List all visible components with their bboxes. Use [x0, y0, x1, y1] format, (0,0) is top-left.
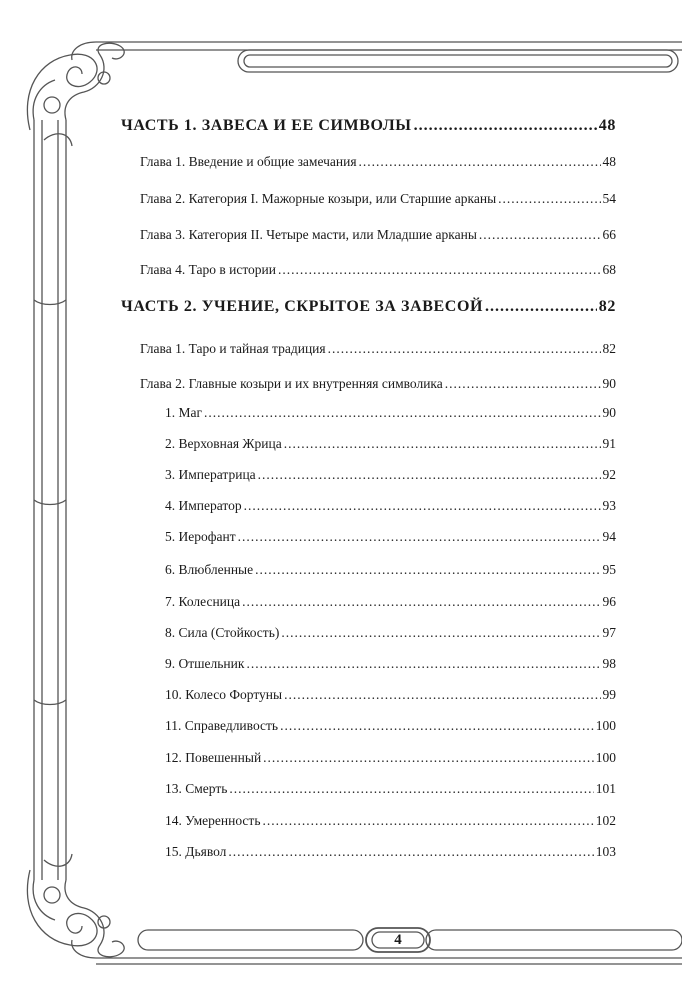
toc-part-1[interactable]: [121, 117, 616, 135]
toc-leader-dots: [244, 498, 601, 514]
toc-leader-dots: [278, 262, 601, 278]
toc-part-title: ЧАСТЬ 1. ЗАВЕСА И ЕЕ СИМВОЛЫ: [121, 117, 412, 134]
toc-page-number: 82: [602, 341, 616, 356]
toc-page-number: 100: [595, 750, 616, 765]
toc-subentry-title: 11. Справедливость: [165, 718, 279, 733]
toc-page-number: 93: [602, 498, 616, 513]
toc-page-number: 48: [602, 154, 616, 169]
toc-part-2[interactable]: [121, 298, 616, 316]
toc-leader-dots: [328, 341, 601, 357]
toc-leader-dots: [485, 298, 597, 316]
toc-page-number: 99: [602, 687, 616, 702]
toc-chapter-title: Глава 3. Категория II. Четыре масти, или Младшие арканы: [140, 227, 477, 242]
toc-leader-dots: [284, 436, 601, 452]
toc-page-number: 66: [602, 227, 616, 242]
toc-subentry-title: 4. Император: [165, 498, 242, 513]
toc-page-number: 48: [598, 117, 616, 134]
toc-page-number: 68: [602, 262, 616, 277]
toc-page-number: 100: [595, 718, 616, 733]
toc-subentry[interactable]: [165, 436, 616, 452]
toc-leader-dots: [498, 191, 600, 207]
toc-page-number: 96: [602, 594, 616, 609]
toc-page-number: 103: [595, 844, 616, 859]
toc-subentry-title: 3. Императрица: [165, 467, 256, 482]
toc-leader-dots: [414, 117, 597, 135]
toc-subentry-title: 5. Иерофант: [165, 529, 236, 544]
toc-chapter[interactable]: [140, 227, 616, 243]
toc-leader-dots: [228, 844, 593, 860]
toc-subentry[interactable]: [165, 405, 616, 421]
toc-subentry-title: 8. Сила (Стойкость): [165, 625, 280, 640]
toc-page-number: 90: [602, 405, 616, 420]
toc-subentry[interactable]: [165, 750, 616, 766]
toc-leader-dots: [262, 813, 593, 829]
toc-chapter-title: Глава 1. Таро и тайная традиция: [140, 341, 326, 356]
toc-chapter-title: Глава 4. Таро в истории: [140, 262, 276, 277]
toc-page-number: 94: [602, 529, 616, 544]
toc-chapter-title: Глава 2. Главные козыри и их внутренняя символика: [140, 376, 443, 391]
toc-leader-dots: [246, 656, 600, 672]
toc-subentry-title: 9. Отшельник: [165, 656, 245, 671]
toc-leader-dots: [263, 750, 594, 766]
toc-leader-dots: [242, 594, 600, 610]
toc-leader-dots: [258, 467, 601, 483]
toc-page-number: 97: [602, 625, 616, 640]
toc-page-number: 102: [595, 813, 616, 828]
toc-chapter-title: Глава 2. Категория I. Мажорные козыри, или Старшие арканы: [140, 191, 497, 206]
toc-chapter[interactable]: [140, 341, 616, 357]
toc-page-number: 82: [598, 298, 616, 315]
toc-leader-dots: [281, 625, 600, 641]
toc-page-number: 98: [602, 656, 616, 671]
toc-chapter[interactable]: [140, 262, 616, 278]
toc-page-number: 90: [602, 376, 616, 391]
toc-subentry-title: 13. Смерть: [165, 781, 228, 796]
toc-leader-dots: [255, 562, 600, 578]
toc-subentry-title: 2. Верховная Жрица: [165, 436, 282, 451]
toc-subentry[interactable]: [165, 844, 616, 860]
toc-leader-dots: [229, 781, 593, 797]
page-number: 4: [394, 932, 402, 948]
toc-part-title: ЧАСТЬ 2. УЧЕНИЕ, СКРЫТОЕ ЗА ЗАВЕСОЙ: [121, 298, 484, 315]
toc-leader-dots: [204, 405, 600, 421]
toc-subentry[interactable]: [165, 498, 616, 514]
toc-leader-dots: [280, 718, 594, 734]
toc-leader-dots: [359, 154, 601, 170]
toc-subentry[interactable]: [165, 687, 616, 703]
toc-subentry[interactable]: [165, 594, 616, 610]
toc-chapter[interactable]: [140, 191, 616, 207]
toc-page-number: 101: [595, 781, 616, 796]
toc-leader-dots: [445, 376, 601, 392]
toc-subentry-title: 15. Дьявол: [165, 844, 227, 859]
toc-chapter[interactable]: [140, 154, 616, 170]
toc-page-number: 95: [602, 562, 616, 577]
toc-subentry[interactable]: [165, 718, 616, 734]
toc-subentry-title: 14. Умеренность: [165, 813, 261, 828]
toc-page-number: 92: [602, 467, 616, 482]
toc-chapter[interactable]: [140, 376, 616, 392]
toc-chapter-title: Глава 1. Введение и общие замечания: [140, 154, 357, 169]
toc-subentry[interactable]: [165, 781, 616, 797]
toc-subentry[interactable]: [165, 625, 616, 641]
toc-page-number: 91: [602, 436, 616, 451]
toc-leader-dots: [284, 687, 600, 703]
toc-page-number: 54: [602, 191, 616, 206]
toc-leader-dots: [479, 227, 601, 243]
toc-subentry-title: 6. Влюбленные: [165, 562, 254, 577]
toc-subentry-title: 7. Колесница: [165, 594, 241, 609]
toc-subentry-title: 12. Повешенный: [165, 750, 262, 765]
toc-subentry[interactable]: [165, 467, 616, 483]
toc-subentry[interactable]: [165, 562, 616, 578]
toc-subentry-title: 10. Колесо Фортуны: [165, 687, 283, 702]
toc-subentry[interactable]: [165, 813, 616, 829]
toc-subentry-title: 1. Маг: [165, 405, 203, 420]
toc-leader-dots: [238, 529, 601, 545]
toc-subentry[interactable]: [165, 656, 616, 672]
toc-subentry[interactable]: [165, 529, 616, 545]
